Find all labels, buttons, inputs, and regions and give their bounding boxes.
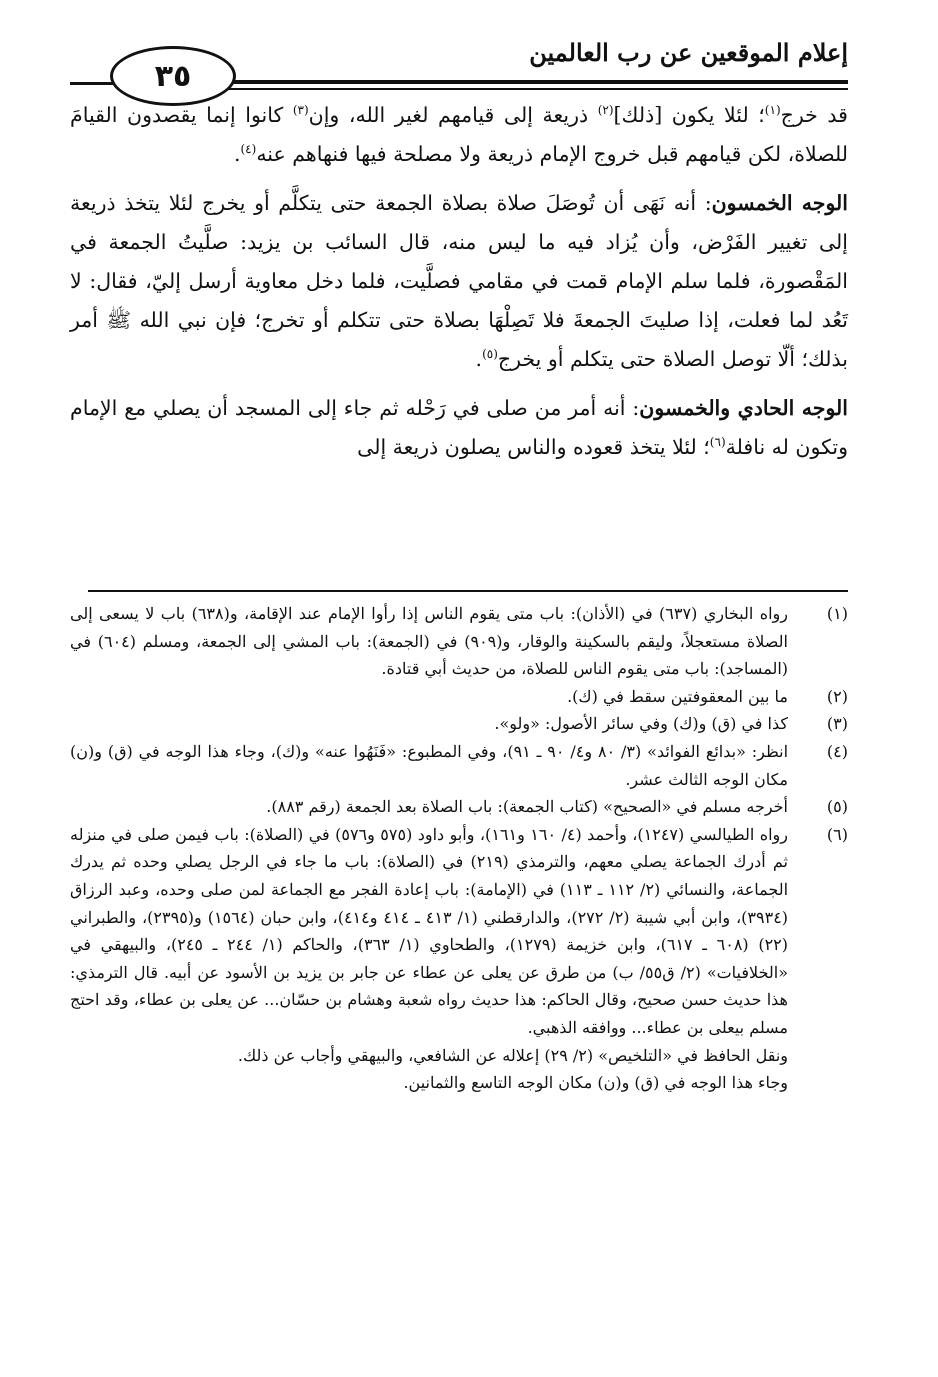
footnote-number: (٢) xyxy=(826,686,848,706)
text-run: : أنه نَهَى أن تُوصَلَ صلاة بصلاة الجمعة حتى يتكلَّم أو يخرج لئلا يتخذ ذريعة إلى تغيير الفَرْض، وأن يُزاد فيه ما ليس منه، قال السائب بن يزيد: صلَّيتُ الجمعة في المَقْصورة، فلما سلم الإمام قمت في مقامي فصلَّيت، فلما دخل معاوية أرسل إليّ، فقال: لا تَعُد لما فعلت، إذا صليتَ الجمعةَ فلا تَصِلْهَا بصلاة حتى تتكلم أو تخرج؛ فإن نبي الله ﷺ أمر بذلك؛ ألّا توصل الصلاة حتى يتكلم أو يخرج xyxy=(70,191,848,371)
footnote-ref: (١) xyxy=(764,103,781,118)
footnote-text: انظر: «بدائع الفوائد» (٣/ ٨٠ و٤/ ٩٠ ـ ٩١)، وفي المطبوع: «فَنَهُوا عنه» و(ك)، وجاء هذا الوجه في (ق) و(ن) مكان الوجه الثالث عشر. xyxy=(70,741,789,789)
footnote-item xyxy=(70,821,848,1042)
text-run: ؛ لئلا يتخذ قعوده والناس يصلون ذريعة إلى xyxy=(357,435,710,459)
footnote-text: أخرجه مسلم في «الصحيح» (كتاب الجمعة): باب الصلاة بعد الجمعة (رقم ٨٨٣). xyxy=(266,797,788,817)
footnote-continuation: ونقل الحافظ في «التلخيص» (٢/ ٢٩) إعلاله عن الشافعي، والبيهقي وأجاب عن ذلك. xyxy=(237,1045,788,1065)
section-heading: الوجه الخمسون xyxy=(711,191,848,215)
footnote-number: (٤) xyxy=(826,741,848,761)
paragraph-2 xyxy=(70,184,848,379)
text-run: ذريعة إلى قيامهم لغير الله، وإن xyxy=(308,103,598,127)
text-run: : أنه أمر من صلى في رَحْله ثم جاء إلى المسجد أن يصلي مع الإمام وتكون له نافلة xyxy=(70,396,848,459)
text-run: كانوا إنما يقصدون القيامَ للصلاة، لكن قيامهم قبل خروج الإمام ذريعة ولا مصلحة فيها فنهاهم عنه xyxy=(70,103,848,166)
footnote-text: كذا في (ق) و(ك) وفي سائر الأصول: «ولو». xyxy=(494,714,788,734)
footnote-text: رواه الطيالسي (١٢٤٧)، وأحمد (٤/ ١٦٠ و١٦١)، وأبو داود (٥٧٥ و٥٧٦) في (الصلاة): باب فيمن صلى في منزله ثم أدرك الجماعة يصلي معهم، والترمذي (٢١٩) في (الصلاة): باب ما جاء في الرجل يصلي وحده ثم يدرك الجماعة، والنسائي (٢/ ١١٢ ـ ١١٣) في (الإمامة): باب إعادة الفجر مع الجماعة لمن صلى وحده، وعبد الرزاق (٣٩٣٤)، وابن أبي شيبة (٢/ ٢٧٢)، والدارقطني (١/ ٤١٣ ـ ٤١٤ و٤١٤)، وابن حبان (١٥٦٤) و(٢٣٩٥)، والطبراني (٢٢) (٦٠٨ ـ ٦١٧)، وابن خزيمة (١٢٧٩)، والطحاوي (١/ ٣٦٣)، والحاكم (١/ ٢٤٤ ـ ٢٤٥)، والبيهقي في «الخلافيات» (٢/ ق٥٥/ ب) من طرق عن يعلى عن عطاء عن جابر بن يزيد بن الأسود عن أبيه. قال الترمذي: هذا حديث حسن صحيح، وقال الحاكم: هذا حديث رواه شعبة وهشام بن حسّان... عن يعلى بن عطاء، وقد احتج مسلم بيعلى بن عطاء... ووافقه الذهبي. xyxy=(70,824,789,1037)
footnote-ref: (٤) xyxy=(240,142,257,157)
page-header xyxy=(70,28,848,98)
footnotes xyxy=(70,600,848,1097)
footnote-item xyxy=(70,710,848,738)
footnote-number: (٥) xyxy=(826,797,848,817)
footnote-ref: (٦) xyxy=(709,435,726,450)
text-run: قد خرج xyxy=(780,103,848,127)
footnote-ref: (٢) xyxy=(597,103,614,118)
footnote-ref: (٣) xyxy=(292,103,309,118)
paragraph-3 xyxy=(70,389,848,467)
footnote-continuation: وجاء هذا الوجه في (ق) و(ن) مكان الوجه التاسع والثمانين. xyxy=(403,1073,788,1093)
footnote-text: ما بين المعقوفتين سقط في (ك). xyxy=(567,686,788,706)
footnote-number: (١) xyxy=(826,604,848,623)
footnote-item xyxy=(70,793,848,821)
page-number: ٣٥ xyxy=(154,58,192,94)
book-title: إعلام الموقعين عن رب العالمين xyxy=(529,38,848,67)
footnote-item xyxy=(70,683,848,711)
paragraph-1 xyxy=(70,96,848,174)
header-rule-thick xyxy=(180,80,848,84)
header-rule-thin xyxy=(180,88,848,90)
text-run: ؛ لئلا يكون [ذلك] xyxy=(613,103,765,127)
footnote-number: (٦) xyxy=(826,824,848,844)
footnote-text: رواه البخاري (٦٣٧) في (الأذان): باب متى يقوم الناس إذا رأوا الإمام عند الإقامة، و(٦٣٨) باب لا يسعى إلى الصلاة مستعجلاً، وليقم بالسكينة والوقار، و(٩٠٩) في (الجمعة): باب المشي إلى الجمعة، ومسلم (٦٠٤) في (المساجد): باب متى يقوم الناس للصلاة، من حديث أبي قتادة. xyxy=(70,604,789,679)
footnote-number: (٣) xyxy=(826,714,848,734)
footnote-item xyxy=(70,600,848,683)
footnote-divider xyxy=(88,590,848,592)
text-run: . xyxy=(475,347,483,371)
section-heading: الوجه الحادي والخمسون xyxy=(639,396,848,420)
footnote-item xyxy=(70,738,848,793)
footnote-ref: (٥) xyxy=(482,347,498,362)
main-text xyxy=(70,96,848,477)
text-run: . xyxy=(233,142,241,166)
